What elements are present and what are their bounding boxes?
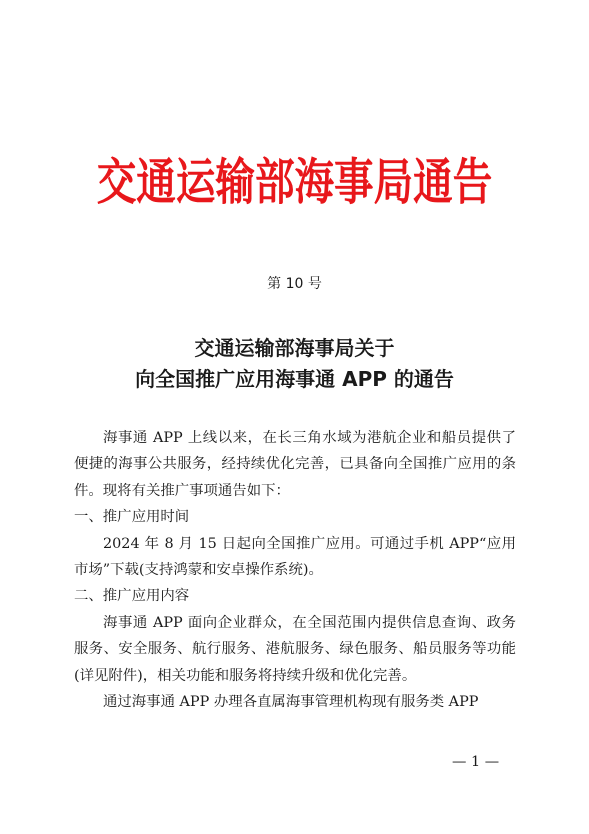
page-number: — 1 — <box>452 754 500 770</box>
section-1-heading: 一、推广应用时间 <box>74 509 190 526</box>
section-2-paragraph: 海事通 APP 面向企业群众，在全国范围内提供信息查询、政务服务、安全服务、航行服务、港航服务、绿色服务、船员服务等功能(详见附件)，相关功能和服务将持续升级和优化完善。 <box>74 614 516 684</box>
section-1-paragraph: 2024 年 8 月 15 日起向全国推广应用。可通过手机 APP“应用市场”下载(支持鸿蒙和安卓操作系统)。 <box>74 535 516 579</box>
red-header-title: 交通运输部海事局通告 <box>96 152 493 211</box>
section-2-paragraph-continued: 通过海事通 APP 办理各直属海事管理机构现有服务类 APP <box>103 694 479 711</box>
intro-paragraph: 海事通 APP 上线以来，在长三角水域为港航企业和船员提供了便捷的海事公共服务，经持续优化完善，已具备向全国推广应用的条件。现将有关推广事项通告如下： <box>74 430 516 499</box>
document-number: 第 10 号 <box>267 276 322 292</box>
document-title-line-1: 交通运输部海事局关于 <box>194 336 395 360</box>
document-title-line-2: 向全国推广应用海事通 APP 的通告 <box>135 367 454 391</box>
section-2-heading: 二、推广应用内容 <box>74 588 190 605</box>
document-body <box>74 425 516 715</box>
